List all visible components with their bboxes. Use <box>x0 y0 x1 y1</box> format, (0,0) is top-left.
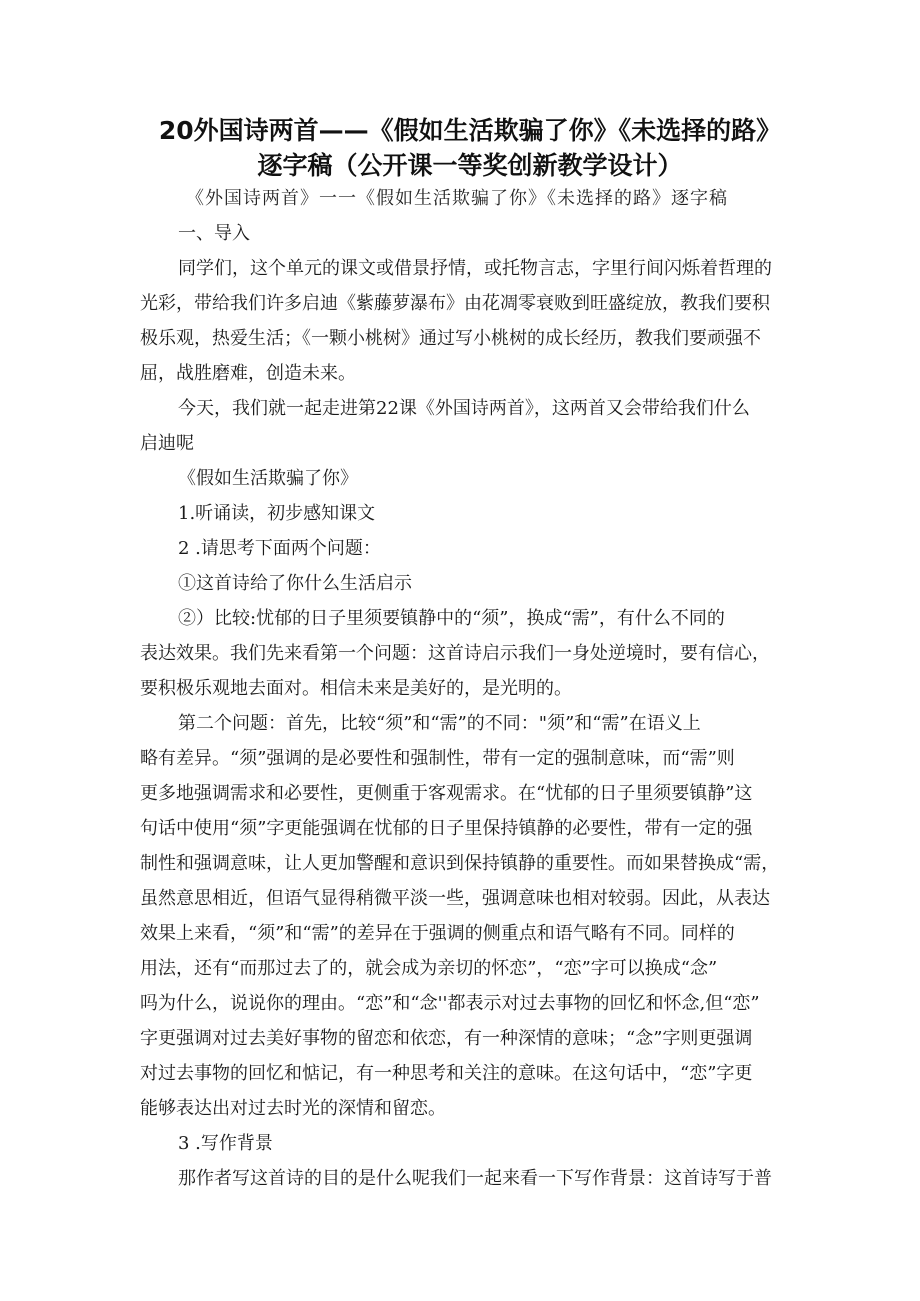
list-item: 1.听诵读，初步感知课文 <box>178 503 376 524</box>
paragraph-line: 光彩，带给我们许多启迪《紫藤萝瀑布》由花凋零衰败到旺盛绽放，教我们要积 <box>140 293 770 314</box>
section-heading: 一、导入 <box>178 223 250 244</box>
paragraph-line: 启迪呢 <box>140 433 194 454</box>
paragraph-line: 屈，战胜磨难，创造未来。 <box>140 363 356 384</box>
paragraph-line: ②）比较:忧郁的日子里须要镇静中的“须”，换成“需”，有什么不同的 <box>178 608 725 629</box>
paragraph-line: 同学们，这个单元的课文或借景抒情，或托物言志，字里行间闪烁着哲理的 <box>178 258 772 279</box>
paragraph-line: 句话中使用“须”字更能强调在忧郁的日子里保持镇静的必要性，带有一定的强 <box>140 818 753 839</box>
list-item: 3 .写作背景 <box>178 1133 273 1154</box>
paragraph-line: 那作者写这首诗的目的是什么呢我们一起来看一下写作背景：这首诗写于普 <box>178 1168 772 1189</box>
document-title-line-2: 逐字稿（公开课一等奖创新教学设计） <box>257 151 683 180</box>
paragraph-line: 用法，还有“而那过去了的，就会成为亲切的怀恋”，“恋”字可以换成“念” <box>140 958 718 979</box>
paragraph-line: 效果上来看，“须”和“需”的差异在于强调的侧重点和语气略有不同。同样的 <box>140 923 735 944</box>
paragraph-line: 极乐观，热爱生活；《一颗小桃树》通过写小桃树的成长经历，教我们要顽强不 <box>140 328 761 349</box>
paragraph-line: 略有差异。“须”强调的是必要性和强制性，带有一定的强制意味，而“需”则 <box>140 748 735 769</box>
paragraph-line: 更多地强调需求和必要性，更侧重于客观需求。在“忧郁的日子里须要镇静”这 <box>140 783 753 804</box>
document-title-line-1: 20外国诗两首——《假如生活欺骗了你》《未选择的路》 <box>158 116 782 145</box>
paragraph-line: 对过去事物的回忆和惦记，有一种思考和关注的意味。在这句话中，“恋”字更 <box>140 1063 753 1084</box>
document-subtitle: 《外国诗两首》一一《假如生活欺骗了你》《未选择的路》逐字稿 <box>186 188 728 209</box>
list-item: 2 .请思考下面两个问题： <box>178 538 381 559</box>
paragraph-line: 今天，我们就一起走进第22课《外国诗两首》，这两首又会带给我们什么 <box>178 398 750 419</box>
paragraph-line: 制性和强调意味，让人更加警醒和意识到保持镇静的重要性。而如果替换成“需， <box>140 853 780 874</box>
paragraph-line: 要积极乐观地去面对。相信未来是美好的，是光明的。 <box>140 678 572 699</box>
paragraph-line: 字更强调对过去美好事物的留恋和依恋，有一种深情的意味；“念”字则更强调 <box>140 1028 753 1049</box>
paragraph-line: 吗为什么，说说你的理由。“恋”和“念''都表示对过去事物的回忆和怀念,但“恋” <box>140 993 760 1014</box>
poem-title: 《假如生活欺骗了你》 <box>178 468 358 489</box>
paragraph-line: 表达效果。我们先来看第一个问题：这首诗启示我们一身处逆境时，要有信心， <box>140 643 770 664</box>
paragraph-line: 能够表达出对过去时光的深情和留恋。 <box>140 1098 446 1119</box>
paragraph-line: 虽然意思相近，但语气显得稍微平淡一些，强调意味也相对较弱。因此，从表达 <box>140 888 770 909</box>
paragraph-line: 第二个问题：首先，比较“须”和“需”的不同："须”和“需”在语义上 <box>178 713 701 734</box>
list-item: ①这首诗给了你什么生活启示 <box>178 573 412 594</box>
